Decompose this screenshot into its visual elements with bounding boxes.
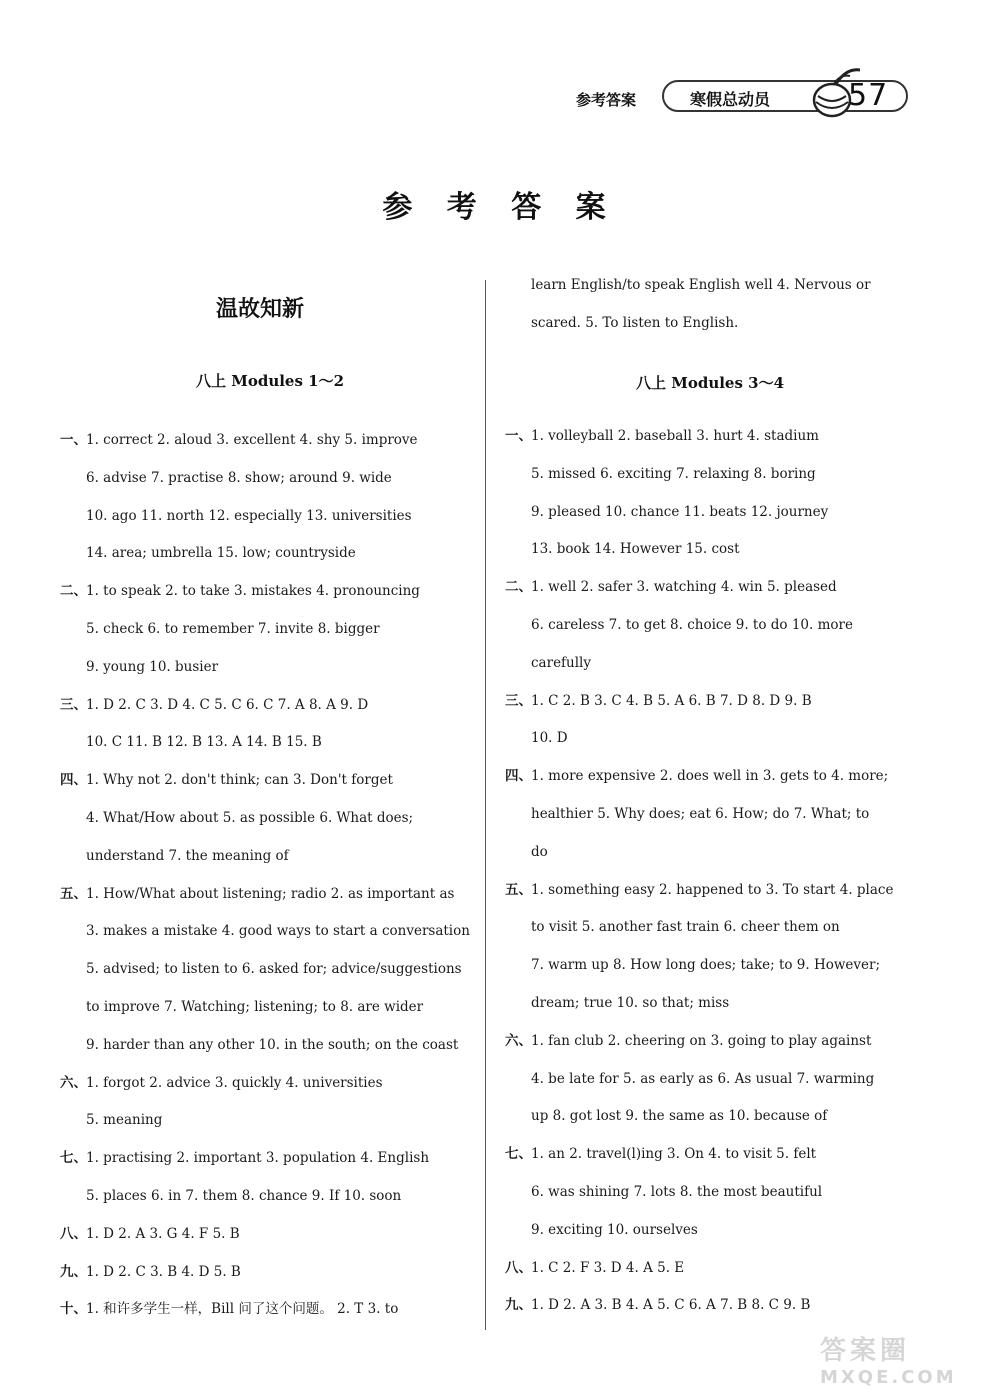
answer-text: 1. Why not 2. don't think; can 3. Don't forget bbox=[86, 772, 393, 789]
answer-text: 6. advise 7. practise 8. show; around 9. wide bbox=[86, 469, 392, 486]
answer-text: up 8. got lost 9. the same as 10. because of bbox=[531, 1108, 828, 1125]
watermark bbox=[820, 1330, 995, 1390]
answer-line bbox=[60, 1140, 480, 1178]
answer-line bbox=[505, 1136, 925, 1174]
watermark-line1: 答案圈 bbox=[820, 1336, 911, 1366]
answer-text: 10. C 11. B 12. B 13. A 14. B 15. B bbox=[86, 734, 322, 751]
question-marker: 一、 bbox=[505, 428, 532, 444]
column-divider bbox=[485, 280, 486, 1330]
question-marker: 二、 bbox=[60, 583, 87, 600]
answer-text: 5. missed 6. exciting 7. relaxing 8. boring bbox=[531, 465, 816, 482]
question-marker: 四、 bbox=[60, 772, 87, 789]
answer-text: 5. check 6. to remember 7. invite 8. bigger bbox=[86, 620, 380, 637]
answer-line bbox=[505, 531, 925, 569]
answer-line bbox=[60, 649, 480, 687]
answer-line bbox=[60, 838, 480, 876]
answer-line bbox=[505, 758, 925, 796]
answer-line bbox=[60, 876, 480, 914]
left-subtitle: 八上 Modules 1～2 bbox=[196, 372, 345, 390]
watermark-line2: MXQE.COM bbox=[820, 1367, 957, 1388]
answer-text: 1. an 2. travel(l)ing 3. On 4. to visit 5. felt bbox=[531, 1146, 817, 1163]
answer-text: healthier 5. Why does; eat 6. How; do 7. What; to bbox=[531, 805, 870, 822]
question-marker: 十、 bbox=[60, 1301, 87, 1318]
answer-line bbox=[60, 762, 480, 800]
answer-line bbox=[60, 573, 480, 611]
answer-text: 1. well 2. safer 3. watching 4. win 5. pleased bbox=[531, 579, 837, 596]
answer-text: 10. ago 11. north 12. especially 13. universities bbox=[86, 507, 412, 524]
answer-line bbox=[505, 607, 925, 645]
answer-text: 1. volleyball 2. baseball 3. hurt 4. stadium bbox=[531, 428, 819, 444]
left-answer-list bbox=[60, 422, 480, 1329]
question-marker: 九、 bbox=[505, 1297, 532, 1314]
answer-text: 1. C 2. B 3. C 4. B 5. A 6. B 7. D 8. D 9. B bbox=[531, 692, 812, 709]
header-label: 参考答案 bbox=[576, 91, 637, 109]
answer-text: to visit 5. another fast train 6. cheer them on bbox=[531, 919, 840, 936]
answer-line bbox=[505, 985, 925, 1023]
answer-text: 1. How/What about listening; radio 2. as important as bbox=[86, 885, 455, 902]
answer-line bbox=[505, 909, 925, 947]
answer-text: 1. correct 2. aloud 3. excellent 4. shy 5. improve bbox=[86, 432, 418, 448]
answer-line bbox=[505, 796, 925, 834]
answer-text: 1. to speak 2. to take 3. mistakes 4. pronouncing bbox=[86, 583, 420, 600]
answer-text: 9. harder than any other 10. in the south; on the coast bbox=[86, 1036, 459, 1053]
answer-text: dream; true 10. so that; miss bbox=[531, 994, 730, 1011]
answer-line bbox=[60, 1102, 480, 1140]
answer-text: 9. exciting 10. ourselves bbox=[531, 1221, 698, 1238]
answer-text: 1. D 2. C 3. B 4. D 5. B bbox=[86, 1263, 241, 1280]
right-intro-list bbox=[505, 267, 925, 343]
answer-text: 9. pleased 10. chance 11. beats 12. journey bbox=[531, 503, 829, 520]
answer-text: 9. young 10. busier bbox=[86, 658, 219, 675]
answer-line bbox=[60, 1178, 480, 1216]
section-title: 温故知新 bbox=[215, 297, 304, 322]
question-marker: 五、 bbox=[505, 881, 532, 898]
answer-line bbox=[505, 267, 925, 305]
answer-line bbox=[505, 1174, 925, 1212]
answer-line bbox=[505, 720, 925, 758]
answer-line bbox=[60, 800, 480, 838]
answer-line bbox=[60, 989, 480, 1027]
answer-line bbox=[60, 460, 480, 498]
answer-line bbox=[505, 683, 925, 721]
question-marker: 九、 bbox=[60, 1263, 87, 1280]
answer-line bbox=[505, 305, 925, 343]
page-title: 参 考 答 案 bbox=[382, 190, 618, 225]
answer-text: 1. something easy 2. happened to 3. To start 4. place bbox=[531, 881, 894, 898]
answer-line bbox=[505, 494, 925, 532]
answer-line bbox=[505, 569, 925, 607]
answer-text: 14. area; umbrella 15. low; countryside bbox=[86, 545, 356, 562]
answer-text: carefully bbox=[531, 654, 592, 671]
answer-line bbox=[60, 1065, 480, 1103]
answer-text: understand 7. the meaning of bbox=[86, 847, 289, 864]
question-marker: 七、 bbox=[505, 1146, 532, 1163]
answer-text: 10. D bbox=[531, 730, 568, 747]
answer-text: 5. advised; to listen to 6. asked for; advice/suggestions bbox=[86, 961, 462, 978]
right-subtitle: 八上 Modules 3～4 bbox=[636, 374, 785, 392]
answer-text: 5. meaning bbox=[86, 1112, 163, 1129]
question-marker: 三、 bbox=[60, 696, 87, 713]
answer-line bbox=[505, 1212, 925, 1250]
answer-text: 1. practising 2. important 3. population 4. English bbox=[86, 1150, 430, 1167]
answer-line bbox=[505, 1061, 925, 1099]
answer-line bbox=[505, 1287, 925, 1325]
answer-line bbox=[505, 947, 925, 985]
question-marker: 三、 bbox=[505, 692, 532, 709]
answer-text: 6. was shining 7. lots 8. the most beautiful bbox=[531, 1183, 823, 1200]
answer-line bbox=[60, 724, 480, 762]
answer-line bbox=[60, 687, 480, 725]
series-title: 寒假总动员 bbox=[690, 90, 771, 109]
answer-line bbox=[60, 611, 480, 649]
answer-text: 1. C 2. F 3. D 4. A 5. E bbox=[531, 1259, 685, 1276]
question-marker: 八、 bbox=[505, 1259, 532, 1276]
answer-text: 4. What/How about 5. as possible 6. What does; bbox=[86, 809, 414, 826]
answer-text: 13. book 14. However 15. cost bbox=[531, 541, 740, 558]
answer-text: do bbox=[531, 843, 548, 860]
question-marker: 六、 bbox=[505, 1032, 532, 1049]
answer-line bbox=[60, 1254, 480, 1292]
question-marker: 四、 bbox=[505, 768, 532, 785]
answer-line bbox=[505, 418, 925, 456]
answer-text: 1. D 2. A 3. G 4. F 5. B bbox=[86, 1225, 240, 1242]
answer-text: 1. forgot 2. advice 3. quickly 4. universities bbox=[86, 1074, 383, 1091]
answer-line bbox=[505, 1023, 925, 1061]
answer-line bbox=[60, 498, 480, 536]
right-answer-list bbox=[505, 418, 925, 1325]
answer-line bbox=[60, 1291, 480, 1329]
question-marker: 二、 bbox=[505, 579, 532, 596]
answer-line bbox=[60, 1027, 480, 1065]
answer-text: 1. more expensive 2. does well in 3. gets to 4. more; bbox=[531, 768, 889, 785]
answer-text: to improve 7. Watching; listening; to 8. are wider bbox=[86, 998, 424, 1015]
answer-text: 3. makes a mistake 4. good ways to start a conversation bbox=[86, 923, 470, 940]
answer-line bbox=[505, 645, 925, 683]
answer-line bbox=[505, 872, 925, 910]
answer-line bbox=[60, 951, 480, 989]
answer-text: 4. be late for 5. as early as 6. As usual 7. warming bbox=[531, 1070, 875, 1087]
question-marker: 五、 bbox=[60, 885, 87, 902]
answer-text: scared. 5. To listen to English. bbox=[531, 314, 739, 331]
question-marker: 七、 bbox=[60, 1150, 87, 1167]
answer-line bbox=[505, 456, 925, 494]
answer-line bbox=[60, 535, 480, 573]
question-marker: 六、 bbox=[60, 1074, 87, 1091]
answer-text: 1. 和许多学生一样，Bill 问了这个问题。 2. T 3. to bbox=[86, 1301, 399, 1318]
question-marker: 一、 bbox=[60, 432, 87, 448]
answer-line bbox=[505, 1250, 925, 1288]
answer-line bbox=[505, 1098, 925, 1136]
answer-text: 1. fan club 2. cheering on 3. going to play against bbox=[531, 1032, 872, 1049]
answer-line bbox=[60, 913, 480, 951]
answer-text: learn English/to speak English well 4. Nervous or bbox=[531, 277, 871, 293]
answer-line bbox=[60, 1216, 480, 1254]
answer-line bbox=[60, 422, 480, 460]
question-marker: 八、 bbox=[60, 1225, 87, 1242]
page-number: 57 bbox=[848, 78, 889, 113]
answer-text: 6. careless 7. to get 8. choice 9. to do 10. more bbox=[531, 616, 853, 633]
answer-text: 1. D 2. C 3. D 4. C 5. C 6. C 7. A 8. A 9. D bbox=[86, 696, 369, 713]
answer-line bbox=[505, 834, 925, 872]
answer-text: 7. warm up 8. How long does; take; to 9. However; bbox=[531, 957, 881, 974]
answer-text: 5. places 6. in 7. them 8. chance 9. If 10. soon bbox=[86, 1187, 402, 1204]
answer-text: 1. D 2. A 3. B 4. A 5. C 6. A 7. B 8. C 9. B bbox=[531, 1297, 811, 1314]
